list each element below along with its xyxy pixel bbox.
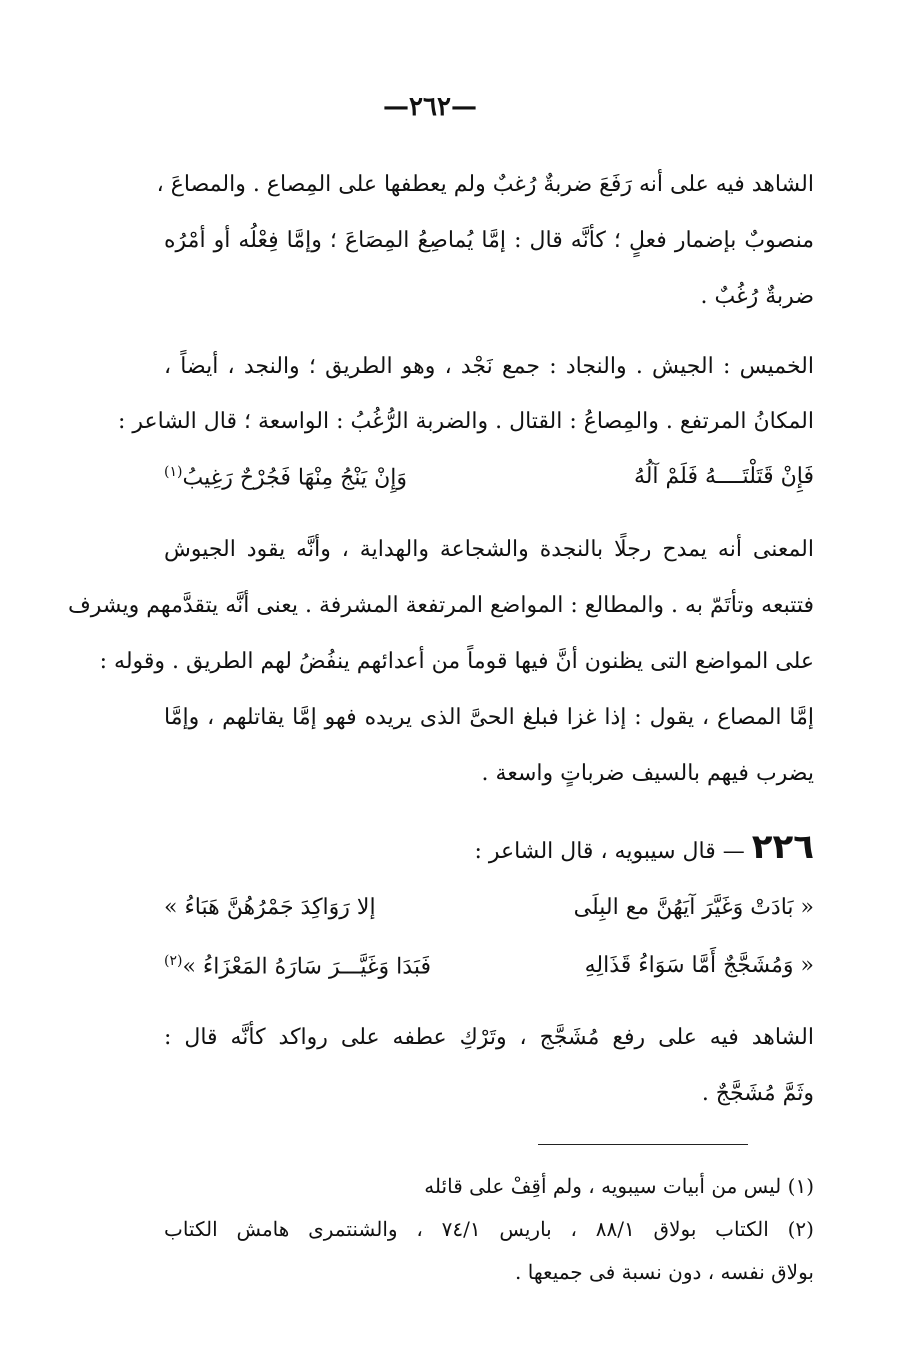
verse-1-hemistich-2: وَإِنْ يَنْجُ مِنْهَا فَجُرْحٌ رَغِيبُ — [182, 465, 407, 491]
paragraph-1-line-1: الشاهد فيه على أنه رَفَعَ ضربةٌ رُغبٌ ولم يعطفها على المِصاع . والمصاعَ ، — [156, 172, 814, 197]
section-heading — [164, 827, 814, 867]
paragraph-2-line-1: الخميس : الجيش . والنجاد : جمع نَجْد ، وهو الطريق ؛ والنجد ، أيضاً ، — [164, 354, 814, 379]
verse-3-hemistich-2: فَبَدَا وَغَيَّـــرَ سَارَهُ المَعْزَاءُ » — [182, 954, 431, 980]
footnote-separator — [538, 1144, 748, 1145]
verse-3 — [164, 953, 814, 987]
paragraph-4-line-2: وثَمَّ مُشَجَّجٌ . — [701, 1081, 814, 1106]
verse-2-hemistich-1: « بَادَتْ وَغَيَّرَ آيَهُنَّ مع البِلَى — [573, 895, 814, 920]
paragraph-3-line-3: على المواضع التى يظنون أنَّ فيها قوماً من أعدائهم ينفُضُ لهم الطريق . وقوله : — [99, 649, 814, 674]
paragraph-3-line-1: المعنى أنه يمدح رجلًا بالنجدة والشجاعة والهداية ، وأنَّه يقود الجيوش — [164, 537, 814, 562]
footnote-2-line-1: (٢) الكتاب بولاق ٨٨/١ ، باريس ٧٤/١ ، والشنتمرى هامش الكتاب — [164, 1217, 814, 1241]
section-number: ٢٢٦ — [751, 827, 814, 867]
verse-2 — [164, 895, 814, 929]
paragraph-3-line-2: فتتبعه وتأتَمّ به . والمطالع : المواضع المرتفعة المشرفة . يعنى أنَّه يتقدَّمهم ويشرف — [67, 593, 814, 618]
footnote-1: (١) ليس من أبيات سيبويه ، ولم أقِفْ على قائله — [424, 1174, 814, 1198]
paragraph-2-line-2: المكانُ المرتفع . والمِصاعُ : القتال . والضربة الرُّغُبُ : الواسعة ؛ قال الشاعر : — [117, 409, 814, 434]
section-heading-text: — قال سيبويه ، قال الشاعر : — [474, 839, 745, 864]
paragraph-1-line-2: منصوبٌ بإضمار فعلٍ ؛ كأنَّه قال : إمَّا يُماصِعُ المِصَاعَ ؛ وإمَّا فِعْلُه أو أمْرُه — [164, 228, 814, 253]
verse-1-hemistich-1: فَإِنْ قَتَلْتَــــهُ فَلَمْ آلُهُ — [633, 464, 814, 489]
verse-3-hemistich-1: « وَمُشَجَّجٌ أَمَّا سَوَاءُ قَذَالِهِ — [584, 953, 814, 978]
paragraph-3-line-4: إمَّا المصاع ، يقول : إذا غزا فبلغ الحىَّ الذى يريده فهو إمَّا يقاتلهم ، وإمَّا — [164, 705, 814, 730]
verse-3-hemistich-2-wrap — [164, 953, 431, 979]
page-number: —٢٦٢— — [383, 92, 477, 122]
paragraph-4-line-1: الشاهد فيه على رفع مُشَجَّج ، وتَرْكِ عطفه على رواكد كأنَّه قال : — [164, 1025, 814, 1050]
verse-2-hemistich-2: إلا رَوَاكِدَ جَمْرُهُنَّ هَبَاءُ » — [164, 895, 376, 920]
footnote-ref-2: (٢) — [164, 953, 183, 969]
paragraph-3-line-5: يضرب فيهم بالسيف ضرباتٍ واسعة . — [481, 761, 814, 786]
verse-1 — [164, 464, 814, 498]
footnote-ref-1: (١) — [164, 464, 183, 480]
paragraph-1-line-3: ضربةٌ رُغُبٌ . — [700, 284, 814, 309]
footnote-2-line-2: بولاق نفسه ، دون نسبة فى جميعها . — [515, 1260, 814, 1284]
verse-1-hemistich-2-wrap — [164, 464, 407, 490]
